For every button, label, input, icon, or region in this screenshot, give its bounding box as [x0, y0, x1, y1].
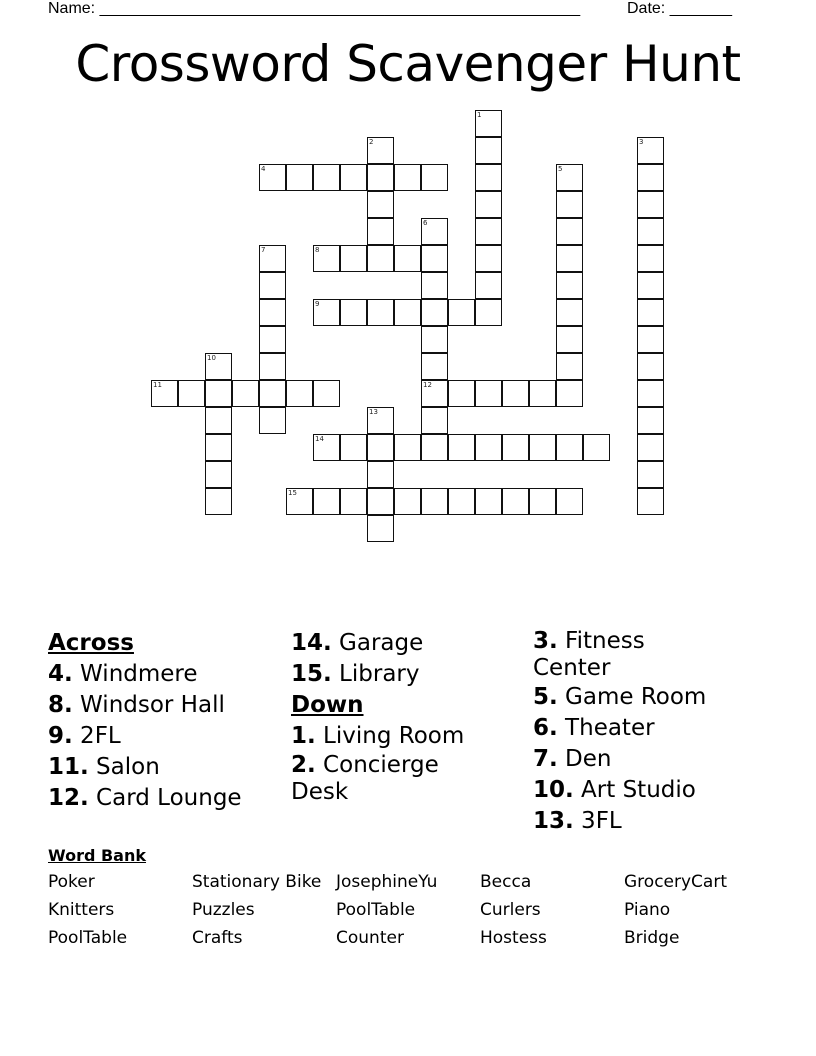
clue-number: 9: [315, 300, 320, 308]
crossword-cell[interactable]: [556, 326, 583, 353]
crossword-cell[interactable]: [259, 380, 286, 407]
clue-number: 10: [207, 354, 216, 362]
crossword-cell[interactable]: [151, 380, 178, 407]
clue-across-9: 9. 2FL: [48, 723, 121, 749]
across-heading: Across: [48, 630, 134, 656]
crossword-cell[interactable]: [259, 326, 286, 353]
clue-down-13: 13. 3FL: [533, 808, 622, 834]
clue-across-11: 11. Salon: [48, 754, 160, 780]
crossword-cell[interactable]: [502, 488, 529, 515]
crossword-cell[interactable]: [637, 218, 664, 245]
clue-number: 15: [288, 489, 297, 497]
crossword-cell[interactable]: [313, 434, 340, 461]
crossword-cell[interactable]: [286, 488, 313, 515]
crossword-cell[interactable]: [637, 272, 664, 299]
crossword-cell[interactable]: [556, 299, 583, 326]
crossword-cell[interactable]: [394, 245, 421, 272]
crossword-cell[interactable]: [367, 299, 394, 326]
crossword-cell[interactable]: [340, 245, 367, 272]
crossword-cell[interactable]: [421, 326, 448, 353]
crossword-cell[interactable]: [475, 299, 502, 326]
crossword-cell[interactable]: [340, 488, 367, 515]
crossword-grid: [151, 110, 671, 550]
crossword-cell[interactable]: [205, 407, 232, 434]
crossword-cell[interactable]: [367, 191, 394, 218]
crossword-cell[interactable]: [367, 461, 394, 488]
crossword-cell[interactable]: [421, 218, 448, 245]
clue-number: 3: [639, 138, 644, 146]
clue-down-1: 1. Living Room: [291, 723, 465, 749]
crossword-cell[interactable]: [286, 164, 313, 191]
clue-across-15: 15. Library: [291, 661, 420, 687]
crossword-cell[interactable]: [205, 461, 232, 488]
crossword-cell[interactable]: [556, 353, 583, 380]
crossword-cell[interactable]: [232, 380, 259, 407]
crossword-cell[interactable]: [394, 488, 421, 515]
crossword-cell[interactable]: [421, 353, 448, 380]
word-bank-item: PoolTable: [48, 928, 128, 948]
crossword-cell[interactable]: [448, 488, 475, 515]
crossword-cell[interactable]: [556, 245, 583, 272]
clue-number: 13: [369, 408, 378, 416]
crossword-cell[interactable]: [421, 272, 448, 299]
crossword-cell[interactable]: [205, 488, 232, 515]
crossword-cell[interactable]: [367, 245, 394, 272]
crossword-cell[interactable]: [313, 380, 340, 407]
crossword-cell[interactable]: [286, 380, 313, 407]
crossword-cell[interactable]: [529, 488, 556, 515]
crossword-cell[interactable]: [556, 191, 583, 218]
word-bank-item: Becca: [480, 872, 532, 892]
crossword-cell[interactable]: [205, 353, 232, 380]
word-bank-item: Puzzles: [192, 900, 255, 920]
clue-across-8: 8. Windsor Hall: [48, 692, 225, 718]
clue-across-12: 12. Card Lounge: [48, 785, 242, 811]
crossword-cell[interactable]: [475, 218, 502, 245]
clue-number: 12: [423, 381, 432, 389]
page-title: Crossword Scavenger Hunt: [75, 35, 741, 93]
crossword-cell[interactable]: [448, 380, 475, 407]
word-bank-item: JosephineYu: [336, 872, 438, 892]
crossword-cell[interactable]: [367, 137, 394, 164]
crossword-cell[interactable]: [475, 137, 502, 164]
clue-number: 8: [315, 246, 320, 254]
crossword-cell[interactable]: [475, 434, 502, 461]
word-bank-list: [48, 872, 768, 956]
crossword-cell[interactable]: [340, 434, 367, 461]
clue-down-7: 7. Den: [533, 746, 612, 772]
clue-down-5: 5. Game Room: [533, 684, 707, 710]
crossword-cell[interactable]: [637, 299, 664, 326]
crossword-cell[interactable]: [475, 272, 502, 299]
word-bank-item: Poker: [48, 872, 95, 892]
crossword-cell[interactable]: [259, 272, 286, 299]
crossword-cell[interactable]: [259, 407, 286, 434]
crossword-cell[interactable]: [637, 380, 664, 407]
clue-number: 5: [558, 165, 563, 173]
crossword-cell[interactable]: [556, 434, 583, 461]
clues-column-3: [533, 628, 706, 837]
crossword-cell[interactable]: [637, 137, 664, 164]
clue-down-10: 10. Art Studio: [533, 777, 696, 803]
crossword-cell[interactable]: [637, 353, 664, 380]
word-bank-item: Counter: [336, 928, 404, 948]
crossword-cell[interactable]: [421, 380, 448, 407]
crossword-cell[interactable]: [367, 164, 394, 191]
word-bank-item: Stationary Bike: [192, 872, 322, 892]
crossword-cell[interactable]: [448, 299, 475, 326]
crossword-cell[interactable]: [367, 407, 394, 434]
crossword-cell[interactable]: [259, 164, 286, 191]
crossword-cell[interactable]: [259, 353, 286, 380]
crossword-cell[interactable]: [556, 488, 583, 515]
name-field-line: Name: ______________________________________________________: [48, 0, 581, 17]
crossword-cell[interactable]: [583, 434, 610, 461]
crossword-cell[interactable]: [259, 299, 286, 326]
crossword-cell[interactable]: [313, 245, 340, 272]
crossword-cell[interactable]: [421, 164, 448, 191]
down-heading: Down: [291, 692, 364, 718]
crossword-cell[interactable]: [529, 380, 556, 407]
crossword-cell[interactable]: [556, 380, 583, 407]
crossword-cell[interactable]: [475, 245, 502, 272]
crossword-cell[interactable]: [394, 299, 421, 326]
crossword-cell[interactable]: [637, 191, 664, 218]
clues-column-2: [291, 628, 464, 806]
word-bank-item: GroceryCart: [624, 872, 727, 892]
crossword-cell[interactable]: [637, 326, 664, 353]
crossword-cell[interactable]: [178, 380, 205, 407]
crossword-cell[interactable]: [313, 488, 340, 515]
word-bank-item: Hostess: [480, 928, 547, 948]
clue-number: 14: [315, 435, 324, 443]
clue-down-2: 2. Concierge Desk: [291, 752, 439, 805]
word-bank-item: Knitters: [48, 900, 115, 920]
clues-column-1: [48, 628, 242, 814]
crossword-cell[interactable]: [421, 434, 448, 461]
crossword-cell[interactable]: [502, 380, 529, 407]
clue-number: 6: [423, 219, 428, 227]
clue-down-6: 6. Theater: [533, 715, 655, 741]
date-field-line: Date: _______: [627, 0, 732, 17]
word-bank-item: Crafts: [192, 928, 243, 948]
crossword-cell[interactable]: [556, 272, 583, 299]
clue-down-3: 3. Fitness Center: [533, 628, 645, 681]
word-bank-item: Bridge: [624, 928, 680, 948]
crossword-cell[interactable]: [637, 461, 664, 488]
crossword-cell[interactable]: [637, 488, 664, 515]
clue-across-4: 4. Windmere: [48, 661, 198, 687]
crossword-cell[interactable]: [556, 218, 583, 245]
crossword-cell[interactable]: [421, 407, 448, 434]
crossword-cell[interactable]: [502, 434, 529, 461]
crossword-cell[interactable]: [394, 164, 421, 191]
crossword-cell[interactable]: [340, 299, 367, 326]
word-bank-item: Curlers: [480, 900, 541, 920]
crossword-cell[interactable]: [637, 434, 664, 461]
word-bank-title: Word Bank: [48, 846, 147, 865]
crossword-cell[interactable]: [475, 164, 502, 191]
crossword-cell[interactable]: [313, 164, 340, 191]
crossword-cell[interactable]: [259, 245, 286, 272]
crossword-cell[interactable]: [313, 299, 340, 326]
crossword-cell[interactable]: [637, 164, 664, 191]
clue-number: 4: [261, 165, 266, 173]
crossword-cell[interactable]: [421, 245, 448, 272]
crossword-cell[interactable]: [421, 488, 448, 515]
crossword-cell[interactable]: [367, 515, 394, 542]
clue-number: 7: [261, 246, 266, 254]
crossword-cell[interactable]: [475, 191, 502, 218]
clue-number: 1: [477, 111, 482, 119]
crossword-cell[interactable]: [367, 488, 394, 515]
word-bank-item: Piano: [624, 900, 671, 920]
crossword-cell[interactable]: [367, 218, 394, 245]
clue-number: 2: [369, 138, 374, 146]
crossword-cell[interactable]: [475, 488, 502, 515]
crossword-cell[interactable]: [448, 434, 475, 461]
crossword-cell[interactable]: [340, 164, 367, 191]
crossword-cell[interactable]: [205, 434, 232, 461]
clue-number: 11: [153, 381, 162, 389]
word-bank-item: PoolTable: [336, 900, 416, 920]
crossword-cell[interactable]: [475, 110, 502, 137]
crossword-cell[interactable]: [637, 407, 664, 434]
crossword-cell[interactable]: [394, 434, 421, 461]
crossword-cell[interactable]: [529, 434, 556, 461]
crossword-cell[interactable]: [205, 380, 232, 407]
crossword-cell[interactable]: [367, 434, 394, 461]
crossword-cell[interactable]: [475, 380, 502, 407]
crossword-cell[interactable]: [421, 299, 448, 326]
crossword-cell[interactable]: [556, 164, 583, 191]
crossword-cell[interactable]: [637, 245, 664, 272]
clue-across-14: 14. Garage: [291, 630, 424, 656]
